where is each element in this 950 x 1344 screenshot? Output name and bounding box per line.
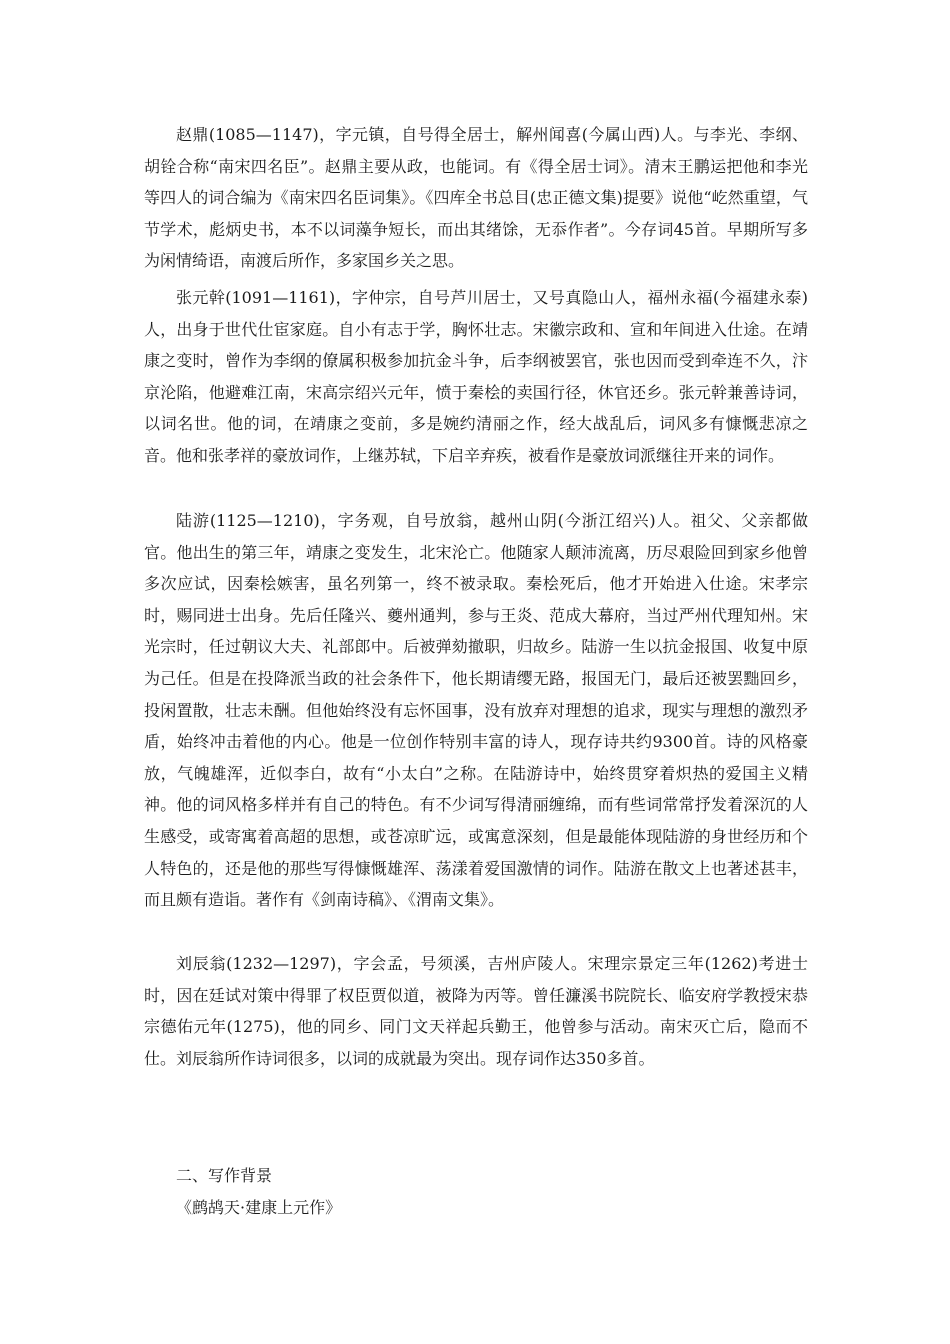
subheading: 《鹧鸪天·建康上元作》 <box>176 1198 342 1217</box>
section-heading: 二、写作背景 <box>176 1166 273 1185</box>
paragraph-liu-chenweng: 刘辰翁(1232—1297)，字会孟，号须溪，吉州庐陵人。宋理宗景定三年(1262)考进士时，因在廷试对策中得罪了权臣贾似道，被降为丙等。曾任濂溪书院院长、临安府学教授宋恭宗德佑元年(1275)，他的同乡、同门文天祥起兵勤王，他曾参与活动。南宋灭亡后，隐而不仕。刘辰翁所作诗词很多，以词的成就最为突出。现存词作达350多首。 <box>144 954 808 1068</box>
paragraph-zhang-yuangan: 张元幹(1091—1161)，字仲宗，自号芦川居士，又号真隐山人，福州永福(今福建永泰)人，出身于世代仕宦家庭。自小有志于学，胸怀壮志。宋徽宗政和、宣和年间进入仕途。在靖康之变时，曾作为李纲的僚属积极参加抗金斗争，后李纲被罢官，张也因而受到牵连不久，汴京沦陷，他避难江南，宋高宗绍兴元年，愤于秦桧的卖国行径，休官还乡。张元幹兼善诗词，以词名世。他的词，在靖康之变前，多是婉约清丽之作，经大战乱后，词风多有慷慨悲凉之音。他和张孝祥的豪放词作，上继苏轼，下启辛弃疾，被看作是豪放词派继往开来的词作。 <box>144 288 808 465</box>
paragraph-zhao-ding: 赵鼎(1085—1147)，字元镇，自号得全居士，解州闻喜(今属山西)人。与李光、李纲、胡铨合称“南宋四名臣”。赵鼎主要从政，也能词。有《得全居士词》。清末王鹏运把他和李光等四人的词合编为《南宋四名臣词集》。《四库全书总目(忠正德文集)提要》说他“屹然重望，气节学术，彪炳史书，本不以词藻争短长，而出其绪馀，无忝作者”。今存词45首。早期所写多为闲情绮语，南渡后所作，多家国乡关之思。 <box>144 125 808 271</box>
paragraph-lu-you: 陆游(1125—1210)，字务观，自号放翁，越州山阴(今浙江绍兴)人。祖父、父亲都做官。他出生的第三年，靖康之变发生，北宋沦亡。他随家人颠沛流离，历尽艰险回到家乡他曾多次应试，因秦桧嫉害，虽名列第一，终不被录取。秦桧死后，他才开始进入仕途。宋孝宗时，赐同进士出身。先后任隆兴、夔州通判，参与王炎、范成大幕府，当过严州代理知州。宋光宗时，任过朝议大夫、礼部郎中。后被弹劾撤职，归故乡。陆游一生以抗金报国、收复中原为己任。但是在投降派当政的社会条件下，他长期请缨无路，报国无门，最后还被罢黜回乡，投闲置散，壮志未酬。但他始终没有忘怀国事，没有放弃对理想的追求，现实与理想的激烈矛盾，始终冲击着他的内心。他是一位创作特别丰富的诗人，现存诗共约9300首。诗的风格豪放，气魄雄浑，近似李白，故有“小太白”之称。在陆游诗中，始终贯穿着炽热的爱国主义精神。他的词风格多样并有自己的特色。有不少词写得清丽缠绵，而有些词常常抒发着深沉的人生感受，或寄寓着高超的思想，或苍凉旷远，或寓意深刻，但是最能体现陆游的身世经历和个人特色的，还是他的那些写得慷慨雄浑、荡漾着爱国激情的词作。陆游在散文上也著述甚丰，而且颇有造诣。著作有《剑南诗稿》、《渭南文集》。 <box>144 511 808 910</box>
